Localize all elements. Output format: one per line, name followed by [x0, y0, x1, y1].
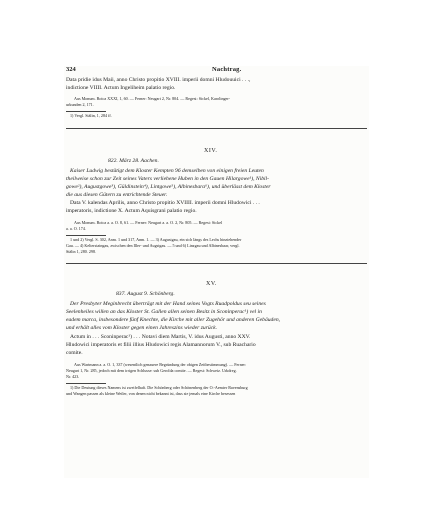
text-xiv-line-1: Data V. kalendas Aprilis, anno Christo propitio XVIIII. imperii domni Hludowici . . .: [70, 200, 260, 206]
footnote-xv-line-2: und Wangen passen als kleine Weiler, von denen nicht bekannt ist, dass sie jemals eine Kirche besessen: [66, 391, 236, 396]
summary-xiv-line-2: theilweise schon zur Zeit seines Vaters verliehene Huben in den Gauen Hilargowe¹), Nibil-: [66, 176, 269, 182]
footnote-rule: [66, 111, 106, 112]
text-xiv-line-2: imperatoris, indictione X. Actum Aquisgrani palatio regio.: [66, 208, 197, 214]
running-head: Nachtrag.: [212, 66, 242, 73]
source-xv-line-1: Aus Wartmann a. a. O. 1, 337 (wesentlich genauere Begründung der obigen Zeitbestimmung). — Ferner:: [74, 362, 247, 367]
document-number-xv: XV.: [206, 281, 217, 287]
section-divider: [66, 128, 367, 129]
opening-source-line-2: urkunden 2, 171.: [66, 102, 94, 107]
dateline-xv: 837. August 9. Schönberg.: [116, 291, 175, 297]
document-page: [64, 66, 369, 478]
text-xv-line-1: Actum in . . . Sconinperac¹) . . . Notavi diem Martis, V. idus Augusti, anno XXV.: [70, 334, 251, 340]
summary-xiv-line-1: Kaiser Ludwig bestätigt dem Kloster Kempten 96 demselben von einigen freien Leuten: [70, 168, 264, 174]
source-xv-line-2: Neugart 1, Nr. 285, jedoch mit dem irrigen Schlusse: sub Gerolda comite. — Regest: Schweiz. Urkdreg.: [66, 368, 237, 373]
summary-xv-line-4: und erhält alles vom Kloster gegen einen Jahreszins wieder zurück.: [66, 325, 218, 331]
page-number: 324: [66, 66, 76, 73]
footnote-xiv-line-3: Stälin 1, 280. 298.: [66, 249, 97, 254]
summary-xv-line-3: eadem marca, insbesondere fünf Knechte, die Kirche mit aller Zugehör und anderen Gebäuden,: [66, 317, 281, 323]
opening-text-line-1: Data pridie idus Maii, anno Christo propitio XVIII. imperii domni Hludouuici . . .,: [66, 77, 251, 83]
section-divider: [66, 263, 367, 264]
footnote-xv-line-1: 1) Die Deutung dieses Namens ist zweifelhaft. Die Schönberg oder Schönenberg der O.-Aemter Ravensburg: [70, 385, 248, 390]
opening-source-line-1: Aus Monum. Boica XXXI, 1, 60. — Ferner: Neugart 2, Nr. 804. — Regest: Sickel, Karolinger-: [74, 96, 231, 101]
text-xv-line-3: comite.: [66, 350, 83, 356]
footnote-rule: [66, 235, 106, 236]
summary-xv-line-2: Seelenheiles willen an das Kloster St. Gallen allen seinen Besitz in Sconinperac¹) vel in: [66, 309, 262, 315]
text-xv-line-2: Hludowici imperatoris et filii illius Hludowici regis Alamannorum V., sub Ruachario: [66, 342, 256, 348]
source-xiv-line-1: Aus Monum. Boica a. a. O. 8, 61. — Ferner: Neugart a. a. O. 2, Nr. 805. — Regest: Sickel: [74, 220, 223, 225]
footnote-rule: [66, 383, 106, 384]
summary-xv-line-1: Der Presbyter Meginbrecht überträgt mit der Hand seines Vogts Ruadpoldus seu seines: [70, 301, 266, 307]
source-xiv-line-2: a. a. O. 174.: [66, 226, 86, 231]
dateline-xiv: 822. März 28. Aachen.: [108, 158, 159, 164]
source-xv-line-3: Nr. 423.: [66, 374, 80, 379]
opening-footnote: 1) Vergl. Stälin, 1, 284 ff.: [70, 113, 112, 118]
summary-xiv-line-3: gowe²), Augustgowe³), Güldinstein⁴), Lintgowe⁵), Albinesbara⁶), und überlässt dem Kloster: [66, 184, 271, 190]
document-number-xiv: XIV.: [204, 148, 218, 154]
opening-text-line-2: indictione VIIII. Actum Ingeliheim palatio regio.: [66, 85, 176, 91]
footnote-xiv-line-1: 1 und 2) Vergl. S. 302, Anm. 1 und 317, Anm. 1. — 3) Augustgau, ein sich längs des Lechs hinziehender: [70, 237, 242, 242]
summary-xiv-line-4: die aus diesen Gütern zu entrichtende Steuer.: [66, 192, 168, 198]
footnote-xiv-line-2: Gau. — 4) Kelterstaingau, zwischen den Iller- und Augstgau. — 5 und 6) Linzgau und Albinesbaar, vergl.: [66, 243, 240, 248]
